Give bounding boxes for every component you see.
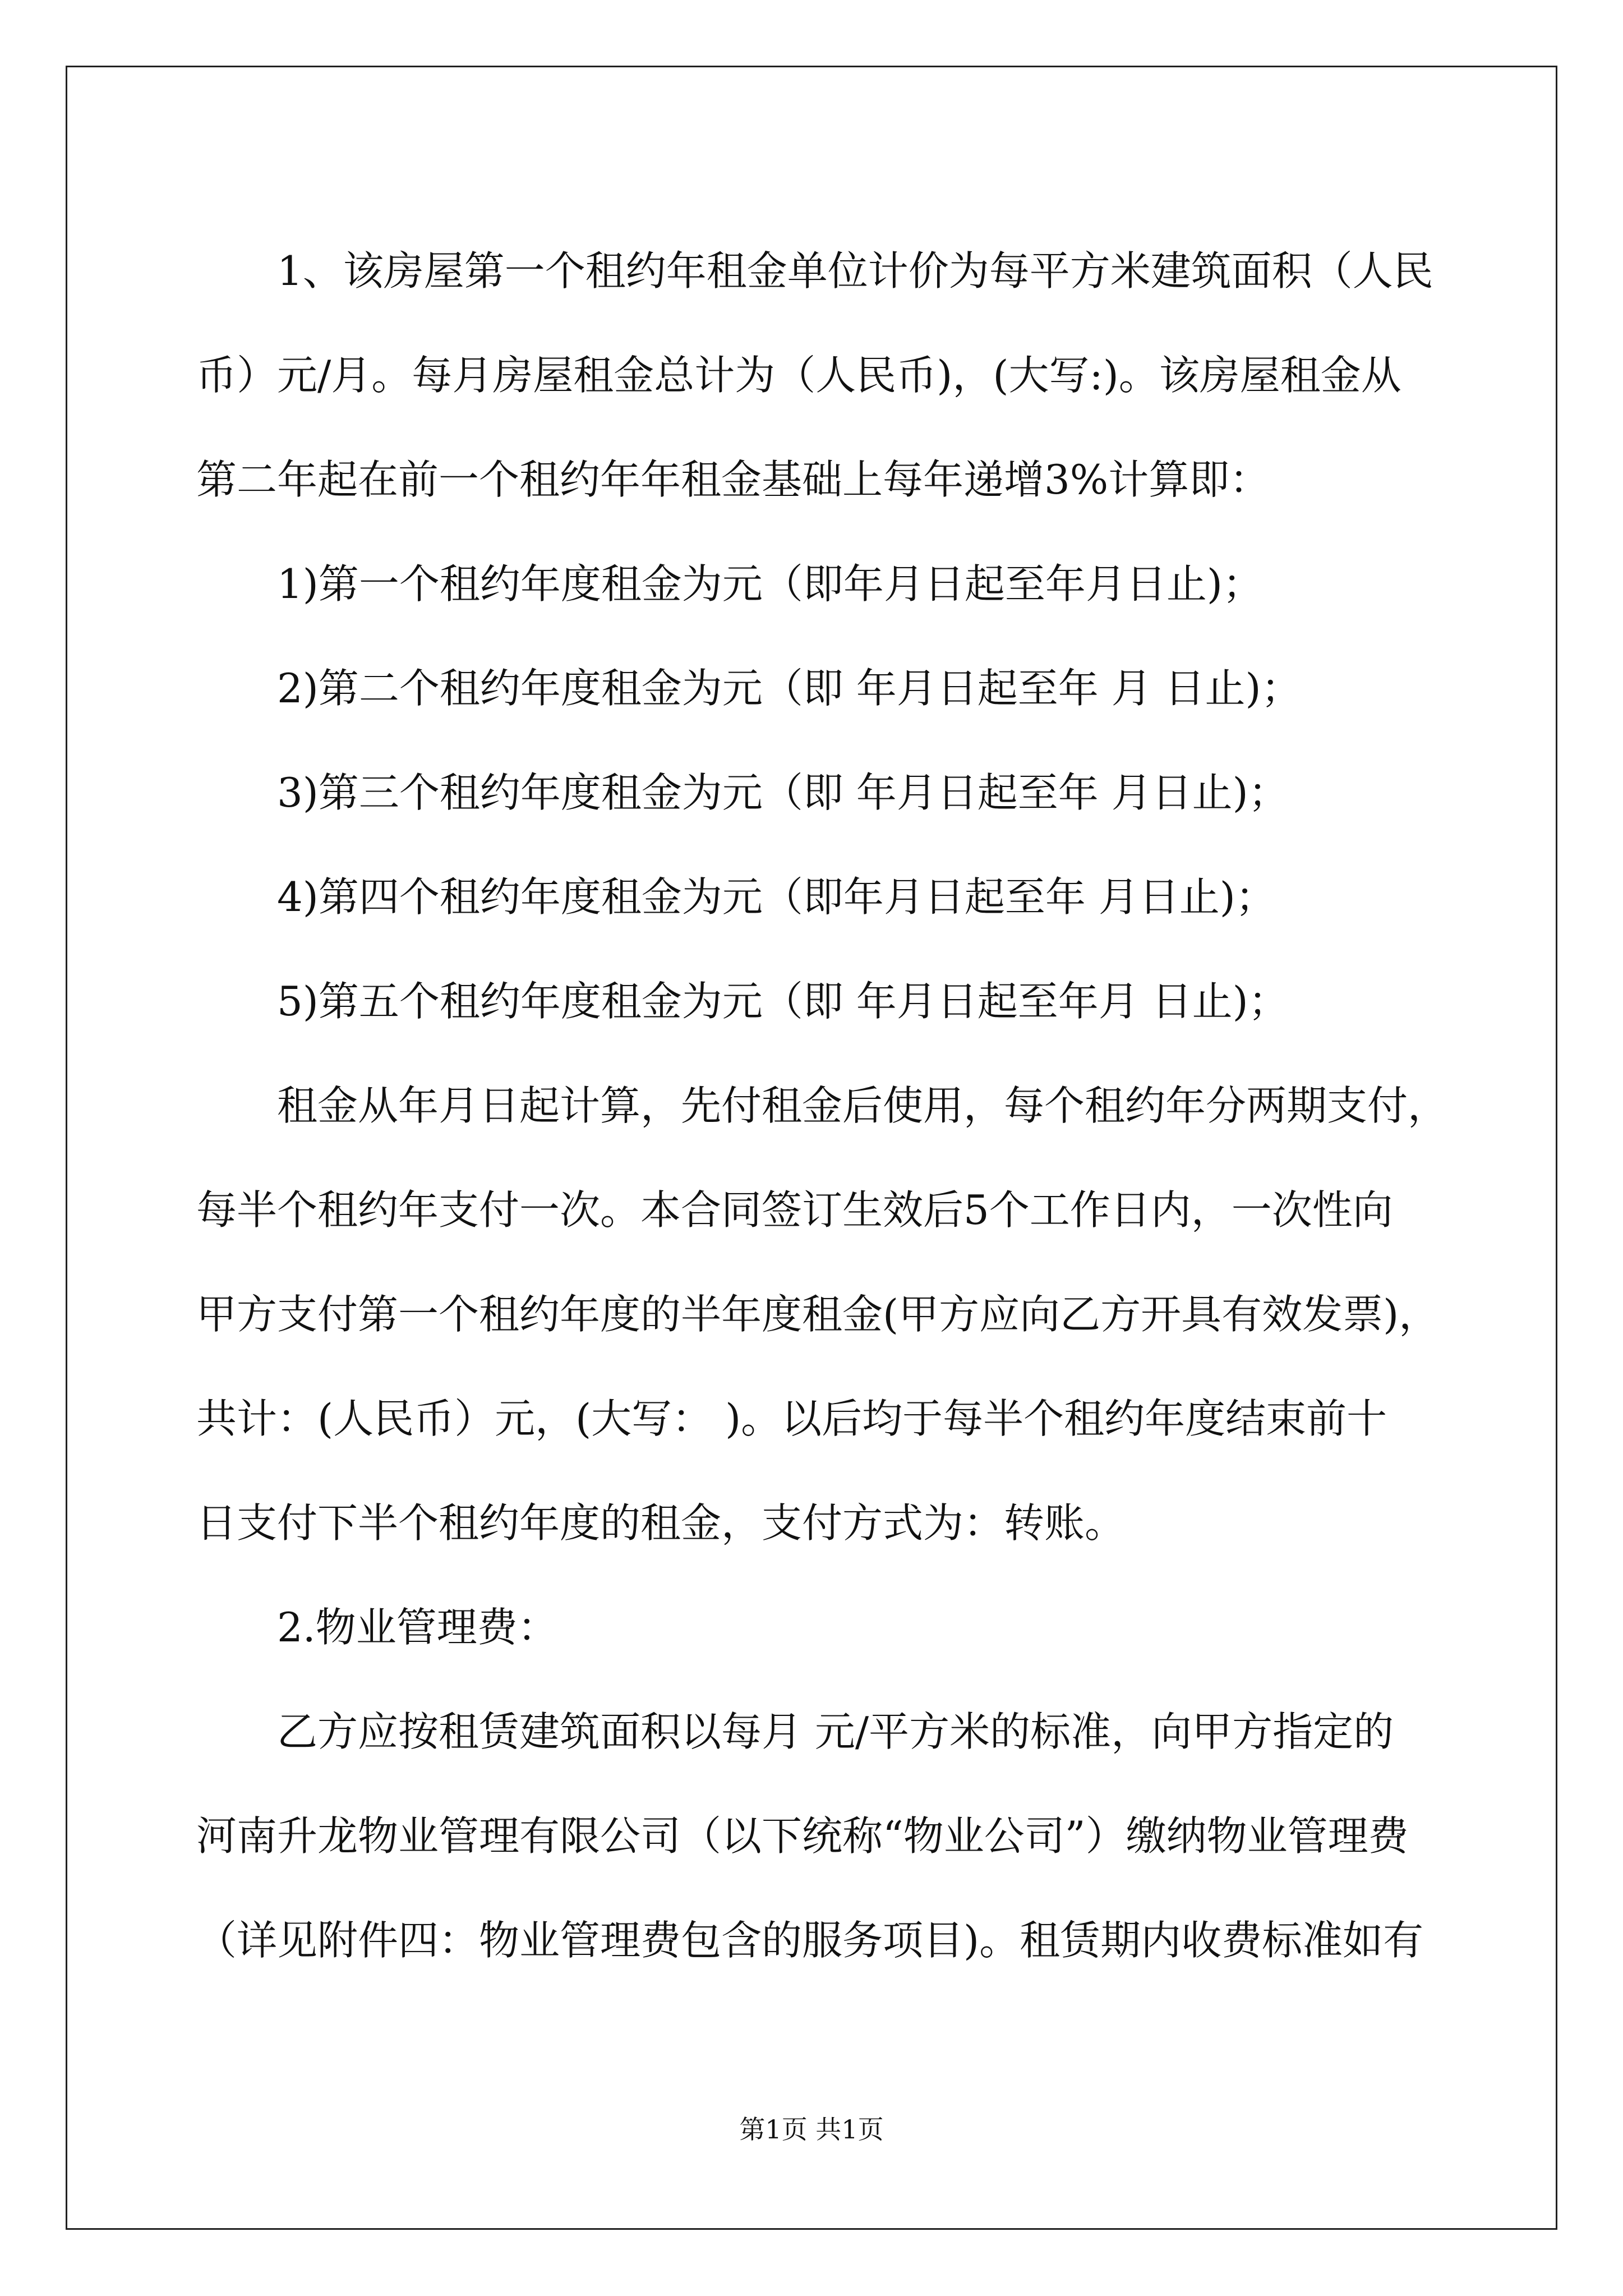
page-footer: 第1页 共1页 <box>739 2114 884 2145</box>
paragraph-line: 乙方应按租赁建筑面积以每月 元/平方米的标准，向甲方指定的 <box>277 1708 1394 1755</box>
paragraph-line: 日支付下半个租约年度的租金，支付方式为：转账。 <box>196 1499 1126 1547</box>
paragraph-line: 第二年起在前一个租约年年租金基础上每年递增3%计算即： <box>196 456 1270 503</box>
paragraph-line: 币）元/月。每月房屋租金总计为（人民币)，(大写:)。该房屋租金从 <box>196 352 1401 399</box>
contract-body <box>196 219 1475 1993</box>
rent-item-3: 3)第三个租约年度租金为元（即 年月日起至年 月日止)； <box>277 769 1289 816</box>
section-heading: 2.物业管理费： <box>277 1604 558 1651</box>
paragraph-line: 共计：(人民币）元，(大写： )。以后均于每半个租约年度结束前十 <box>196 1395 1387 1442</box>
rent-item-5: 5)第五个租约年度租金为元（即 年月日起至年月 日止)； <box>277 978 1289 1025</box>
paragraph-line: （详见附件四：物业管理费包含的服务项目)。租赁期内收费标准如有 <box>196 1917 1424 1964</box>
paragraph-line: 河南升龙物业管理有限公司（以下统称“物业公司”）缴纳物业管理费 <box>196 1812 1409 1860</box>
paragraph-line: 租金从年月日起计算，先付租金后使用，每个租约年分两期支付， <box>277 1082 1449 1129</box>
paragraph-line: 1、该房屋第一个租约年租金单位计价为每平方米建筑面积（人民 <box>277 247 1433 295</box>
rent-item-1: 1)第一个租约年度租金为元（即年月日起至年月日止)； <box>277 560 1263 608</box>
rent-item-2: 2)第二个租约年度租金为元（即 年月日起至年 月 日止)； <box>277 665 1302 712</box>
paragraph-line: 甲方支付第一个租约年度的半年度租金(甲方应向乙方开具有效发票)， <box>196 1291 1440 1338</box>
paragraph-line: 每半个租约年支付一次。本合同签订生效后5个工作日内，一次性向 <box>196 1186 1393 1234</box>
rent-item-4: 4)第四个租约年度租金为元（即年月日起至年 月日止)； <box>277 873 1276 921</box>
